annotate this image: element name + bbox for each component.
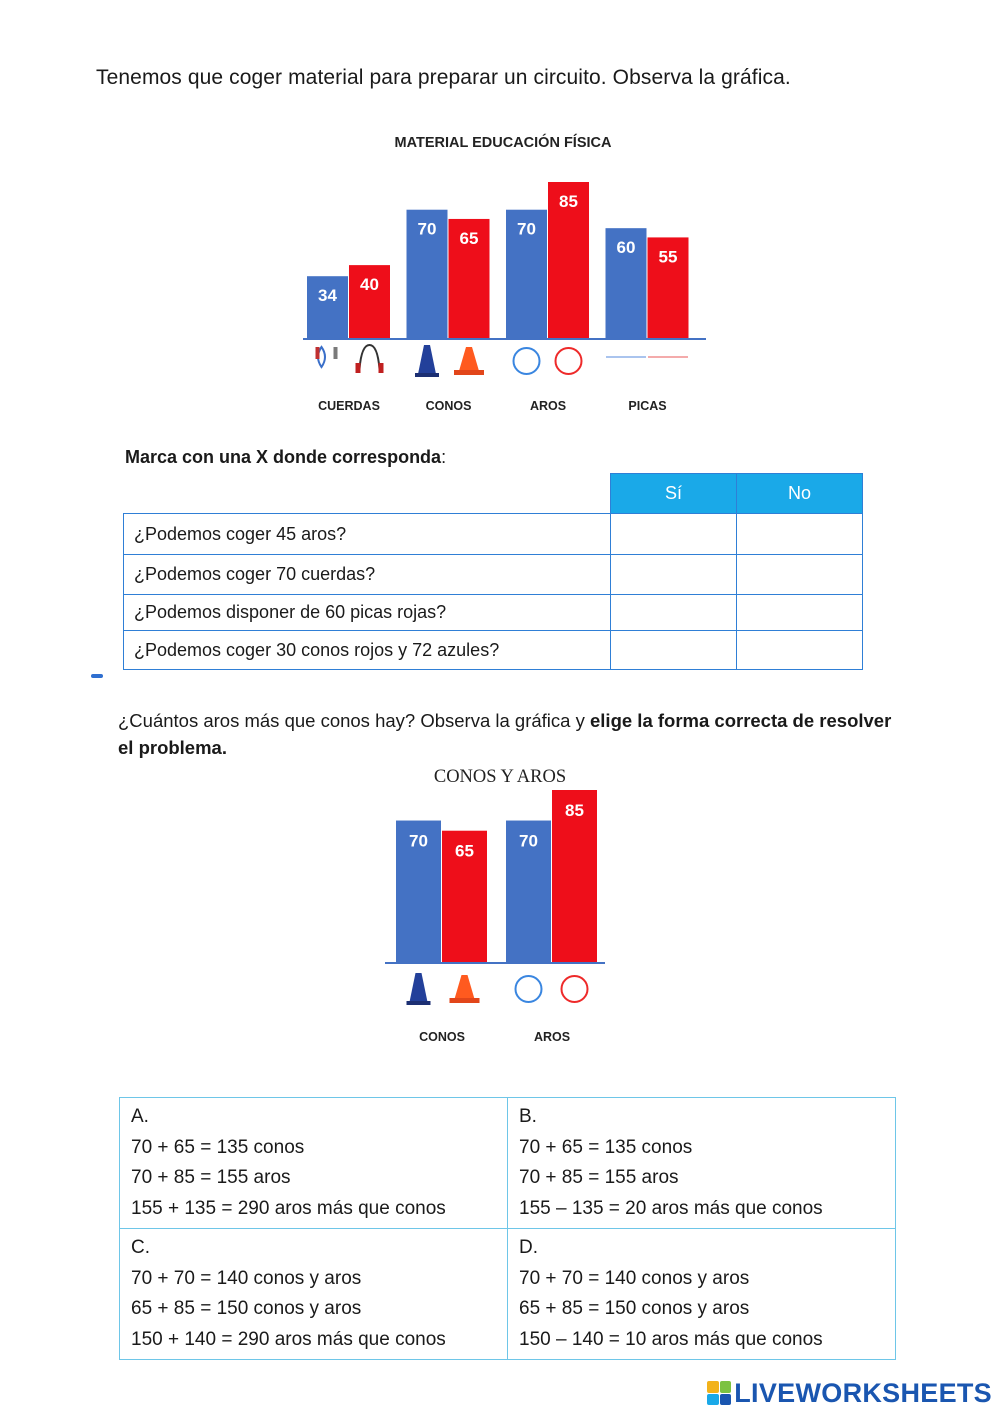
category-label: PICAS: [628, 399, 667, 413]
category-label: CUERDAS: [318, 399, 380, 413]
answer-si-cell[interactable]: [611, 514, 737, 555]
chart-icons: [407, 973, 588, 1005]
jump-rope-icon: [356, 345, 384, 373]
chart-categories: [318, 399, 667, 413]
bar-label: 60: [616, 238, 636, 258]
question-2: ¿Cuántos aros más que conos hay? Observa la gráfica y elige la forma correcta de resolver el problema.: [118, 710, 892, 758]
options-row: [120, 1229, 896, 1360]
intro-text: Tenemos que coger material para preparar un circuito. Observa la gráfica.: [96, 66, 791, 89]
bar-label: 55: [658, 247, 678, 267]
decorative-mark: [91, 674, 103, 678]
hoop-icon: [514, 348, 540, 374]
bar-label: 85: [565, 801, 584, 820]
option-line: 150 – 140 = 10 aros más que conos: [519, 1328, 823, 1350]
header-si: Sí: [611, 474, 737, 514]
option-line: 70 + 85 = 155 aros: [519, 1167, 679, 1188]
option-line: 155 + 135 = 290 aros más que conos: [131, 1197, 446, 1219]
header-no: No: [737, 474, 863, 514]
hoop-icon: [562, 976, 588, 1002]
option-letter: A.: [131, 1106, 149, 1127]
answer-no-cell[interactable]: [737, 631, 863, 670]
chart-bars: [303, 182, 706, 339]
option-c[interactable]: [120, 1229, 508, 1360]
option-letter: C.: [131, 1237, 150, 1258]
option-letter: D.: [519, 1237, 538, 1258]
bar-label: 65: [459, 228, 479, 248]
bar-label: 85: [559, 192, 578, 211]
jump-rope-icon: [316, 347, 338, 367]
brand-logo: [707, 1376, 992, 1410]
option-line: 150 + 140 = 290 aros más que conos: [131, 1328, 446, 1350]
option-line: 70 + 70 = 140 conos y aros: [519, 1267, 750, 1289]
answer-si-cell[interactable]: [611, 595, 737, 631]
options-row: [120, 1098, 896, 1229]
option-line: 70 + 70 = 140 conos y aros: [131, 1267, 362, 1289]
table-row: [124, 631, 863, 670]
bar-label: 34: [318, 286, 337, 306]
answer-no-cell[interactable]: [737, 595, 863, 631]
cone-icon: [450, 975, 480, 1003]
option-line: 65 + 85 = 150 conos y aros: [519, 1298, 750, 1319]
answer-table: [123, 473, 863, 670]
brand-name: LIVEWORKSHEETS: [734, 1377, 992, 1408]
table-header-row: [124, 474, 863, 514]
option-line: 70 + 65 = 135 conos: [131, 1136, 305, 1158]
bar-label: 65: [455, 841, 474, 861]
instruction-heading: Marca con una X donde corresponda:: [125, 447, 447, 467]
option-b[interactable]: [508, 1098, 896, 1229]
option-line: 70 + 65 = 135 conos: [519, 1136, 693, 1158]
category-label: CONOS: [425, 399, 472, 413]
bar-label: 40: [360, 275, 379, 295]
cone-icon: [407, 973, 431, 1005]
cone-icon: [415, 345, 439, 377]
chart-title: CONOS Y AROS: [433, 767, 567, 787]
answer-no-cell[interactable]: [737, 514, 863, 555]
question-cell: ¿Podemos coger 45 aros?: [124, 514, 611, 555]
question-cell: ¿Podemos disponer de 60 picas rojas?: [124, 595, 611, 631]
option-d[interactable]: [508, 1229, 896, 1360]
hoop-icon: [516, 976, 542, 1002]
hoop-icon: [556, 348, 582, 374]
table-corner: [124, 474, 611, 514]
answer-si-cell[interactable]: [611, 631, 737, 670]
question-cell: ¿Podemos coger 70 cuerdas?: [124, 555, 611, 595]
answer-no-cell[interactable]: [737, 555, 863, 595]
category-label: AROS: [529, 399, 567, 413]
question-cell: ¿Podemos coger 30 conos rojos y 72 azules?: [124, 631, 611, 670]
bar-label: 70: [517, 219, 536, 239]
bar-label: 70: [409, 831, 428, 851]
option-line: 65 + 85 = 150 conos y aros: [131, 1298, 362, 1319]
chart-bars: [385, 790, 605, 963]
chart-material-educacion-fisica: [270, 125, 740, 425]
option-letter: B.: [519, 1106, 537, 1127]
chart-conos-y-aros: [370, 760, 620, 1055]
table-row: [124, 514, 863, 555]
answer-si-cell[interactable]: [611, 555, 737, 595]
options-table: [119, 1097, 896, 1360]
chart-icons: [316, 345, 689, 377]
chart-categories: [419, 1030, 570, 1044]
liveworksheets-icon: [707, 1381, 731, 1405]
category-label: CONOS: [419, 1030, 465, 1044]
chart-title: MATERIAL EDUCACIÓN FÍSICA: [394, 135, 612, 151]
option-a[interactable]: [120, 1098, 508, 1229]
table-row: [124, 555, 863, 595]
table-row: [124, 595, 863, 631]
bar-label: 70: [417, 219, 437, 239]
option-line: 70 + 85 = 155 aros: [131, 1167, 291, 1188]
option-line: 155 – 135 = 20 aros más que conos: [519, 1197, 823, 1219]
category-label: AROS: [533, 1030, 571, 1044]
cone-icon: [454, 347, 484, 375]
bar-label: 70: [519, 831, 538, 851]
